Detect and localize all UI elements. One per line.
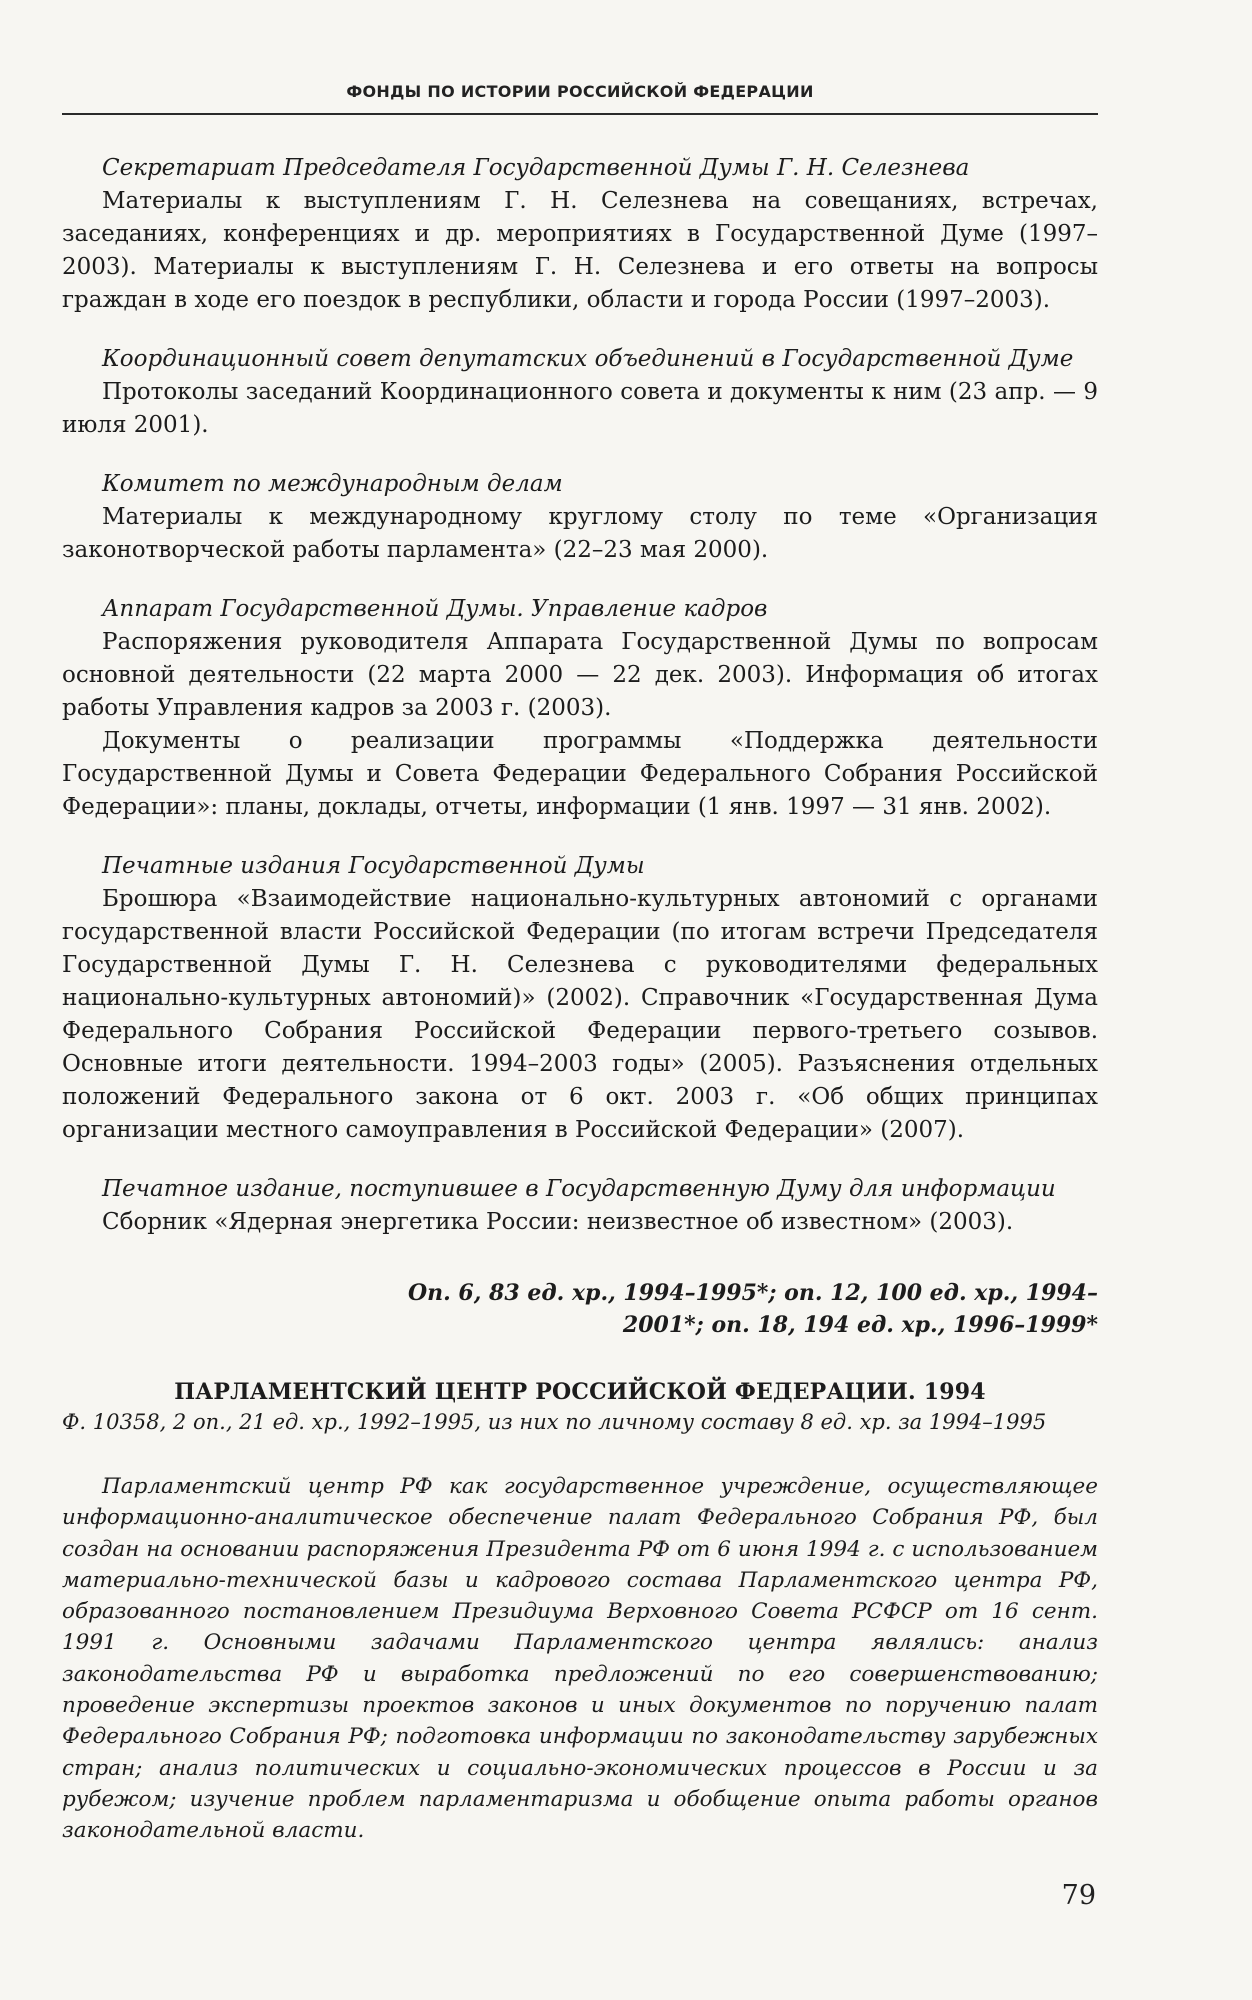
page-number: 79 (1061, 1880, 1096, 1911)
section-printed-publications (62, 850, 1098, 1147)
section-paragraph: Сборник «Ядерная энергетика России: неизвестное об известном» (2003). (102, 1209, 1014, 1235)
section-received-publication (62, 1173, 1098, 1239)
header-rule (62, 113, 1098, 115)
section-paragraph: Протоколы заседаний Координационного совета и документы к ним (23 апр. — 9 июля 2001). (62, 379, 1098, 438)
fund-history-note: Парламентский центр РФ как государственное учреждение, осуществляющее информационно-аналитическое обеспечение палат Федерального Собрания РФ, был создан на основании распоряжения Президента РФ от 6 июня 1994 г. с использованием материально-технической базы и кадрового состава Парламентского центра РФ, образованного постановлением Президиума Верховного Совета РСФСР от 16 сент. 1991 г. Основными задачами Парламентского центра являлись: анализ законодательства РФ и выработка предложений по его совершенствованию; проведение экспертизы проектов законов и иных документов по поручению палат Федерального Собрания РФ; подготовка информации по законодательству зарубежных стран; анализ политических и социально-экономических процессов в России и за рубежом; изучение проблем парламентаризма и обобщение опыта работы органов законодательной власти. (62, 1474, 1098, 1844)
page-content (62, 152, 1098, 1847)
section-title: Координационный совет депутатских объединений в Государственной Думе (102, 346, 1074, 372)
fund-meta: Ф. 10358, 2 оп., 21 ед. хр., 1992–1995, из них по личному составу 8 ед. хр. за 1994–1995 (62, 1410, 1047, 1434)
section-paragraph: Брошюра «Взаимодействие национально-культурных автономий с органами государственной власти Российской Федерации (по итогам встречи Председателя Государственной Думы Г. Н. Селезнева с руководителями федеральных национально-культурных автономий)» (2002). Справочник «Государственная Дума Федерального Собрания Российской Федерации первого-третьего созывов. Основные итоги деятельности. 1994–2003 годы» (2005). Разъяснения отдельных положений Федерального закона от 6 окт. 2003 г. «Об общих принципах организации местного самоуправления в Российской Федерации» (2007). (62, 886, 1098, 1143)
inventory-reference-line: 2001*; оп. 18, 194 ед. хр., 1996–1999* (622, 1312, 1098, 1338)
inventory-reference (62, 1277, 1098, 1341)
section-title: Печатное издание, поступившее в Государственную Думу для информации (102, 1176, 1056, 1202)
section-title: Секретариат Председателя Государственной Думы Г. Н. Селезнева (102, 155, 970, 181)
section-paragraph: Материалы к выступлениям Г. Н. Селезнева на совещаниях, встречах, заседаниях, конференциях и др. мероприятиях в Государственной Думе (1997–2003). Материалы к выступлениям Г. Н. Селезнева и его ответы на вопросы граждан в ходе его поездок в республики, области и города России (1997–2003). (62, 188, 1098, 313)
section-paragraph: Материалы к международному круглому столу по теме «Организация законотворческой работы парламента» (22–23 мая 2000). (62, 504, 1098, 563)
section-paragraph: Документы о реализации программы «Поддержка деятельности Государственной Думы и Совета Федерации Федерального Собрания Российской Федерации»: планы, доклады, отчеты, информации (1 янв. 1997 — 31 янв. 2002). (62, 728, 1098, 820)
section-coordination-council (62, 343, 1098, 442)
running-head: ФОНДЫ ПО ИСТОРИИ РОССИЙСКОЙ ФЕДЕРАЦИИ (346, 82, 814, 101)
section-staff-department (62, 593, 1098, 824)
section-title: Комитет по международным делам (102, 471, 563, 497)
section-title: Аппарат Государственной Думы. Управление кадров (102, 596, 768, 622)
fund-title: ПАРЛАМЕНТСКИЙ ЦЕНТР РОССИЙСКОЙ ФЕДЕРАЦИИ. 1994 (174, 1379, 986, 1405)
section-paragraph: Распоряжения руководителя Аппарата Государственной Думы по вопросам основной деятельности (22 марта 2000 — 22 дек. 2003). Информация об итогах работы Управления кадров за 2003 г. (2003). (62, 629, 1098, 721)
inventory-reference-line: Оп. 6, 83 ед. хр., 1994–1995*; оп. 12, 100 ед. хр., 1994– (407, 1280, 1098, 1306)
section-secretariat (62, 152, 1098, 317)
section-international-committee (62, 468, 1098, 567)
section-title: Печатные издания Государственной Думы (102, 853, 645, 879)
